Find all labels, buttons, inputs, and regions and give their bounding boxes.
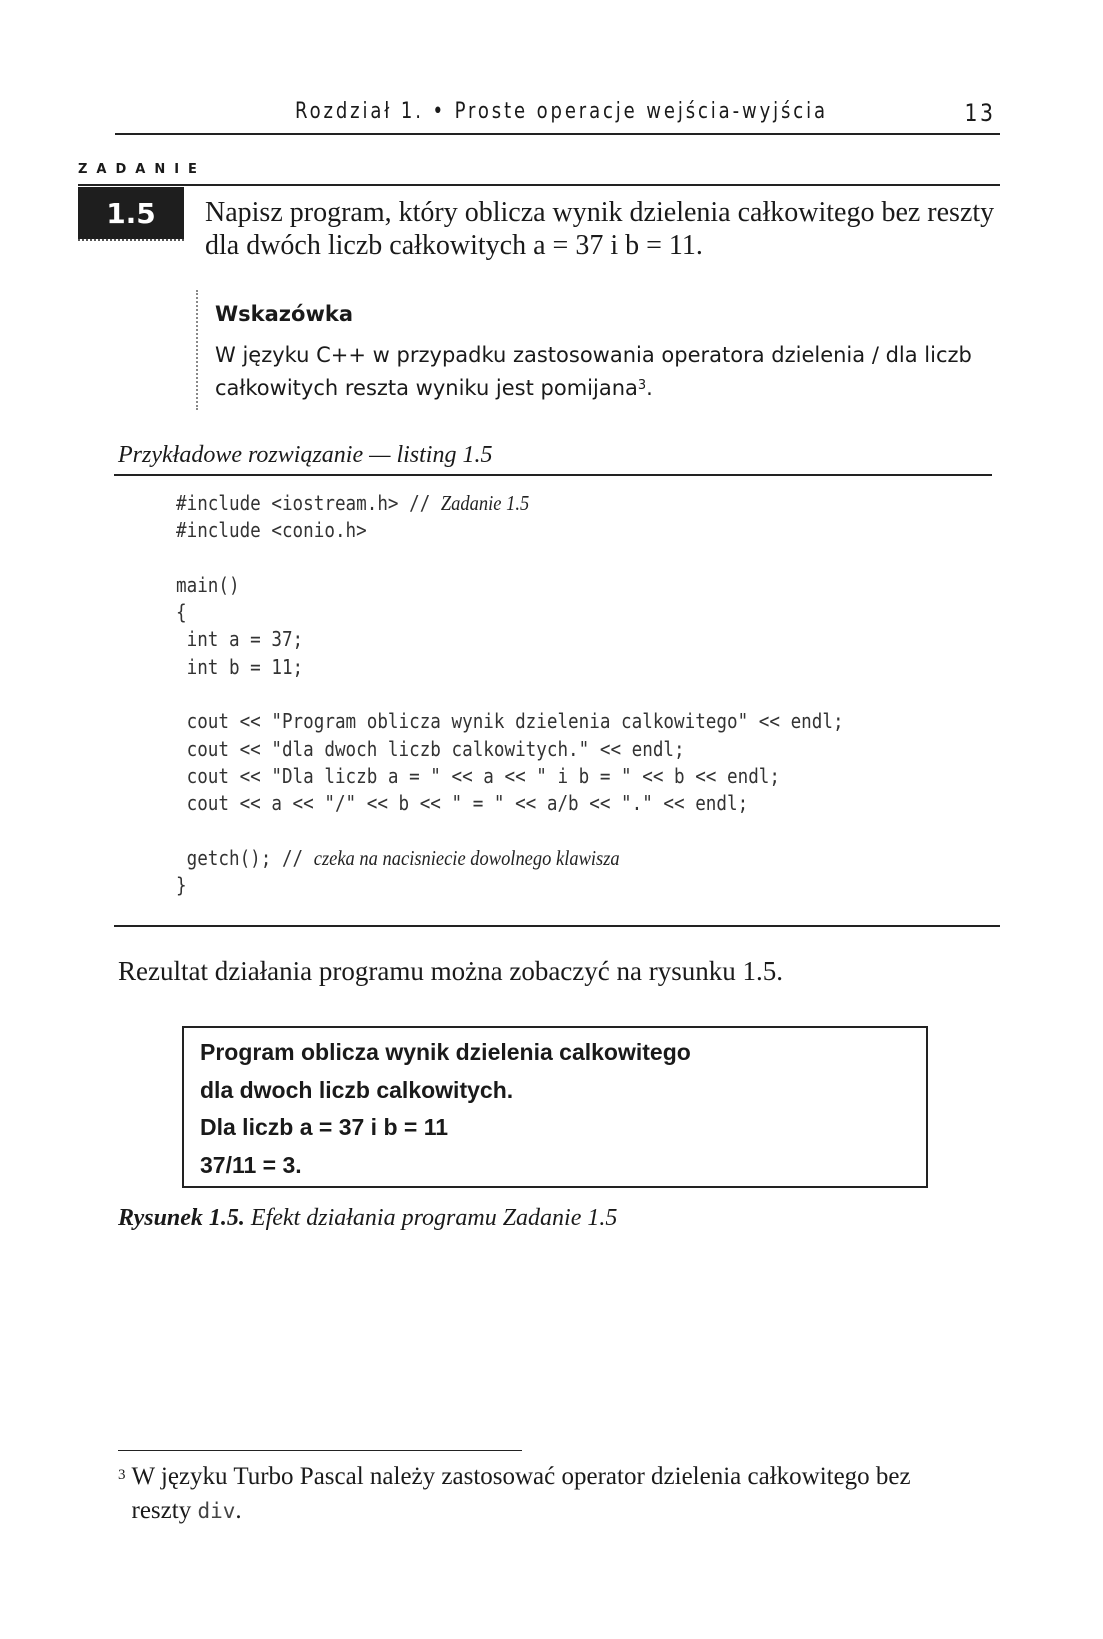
code-line [176,708,844,735]
code-comment: czeka na nacisniecie dowolnego klawisza [313,845,620,870]
code-line [176,545,844,572]
code-text: main() [176,572,240,597]
task-rule [78,184,1000,186]
code-text: getch(); // [176,845,314,870]
footnote-end: . [235,1497,242,1524]
figure-caption-text: Efekt działania programu Zadanie 1.5 [244,1205,618,1231]
task-number-underline [78,239,184,243]
task-text: Napisz program, który oblicza wynik dzielenia całkowitego bez reszty dla dwóch liczb całkowitych a = 37 i b = 11. [205,197,995,261]
figure-output-line: dla dwoch liczb calkowitych. [200,1076,514,1103]
code-line [176,818,844,845]
code-line [176,599,844,626]
code-line [176,517,844,544]
code-line [176,626,844,653]
hint-sidebar [196,290,198,410]
body-paragraph: Rezultat działania programu można zobaczyć na rysunku 1.5. [118,956,783,986]
hint-body: W języku C++ w przypadku zastosowania operatora dzielenia / dla liczb całkowitych reszta wyniku jest pomijana [215,343,972,400]
code-line [176,845,844,872]
code-line [176,763,844,790]
hint-title: Wskazówka [215,302,353,326]
code-line [176,736,844,763]
running-header [115,95,1000,135]
code-comment: Zadanie 1.5 [440,491,530,515]
code-line [176,681,844,708]
code-line [176,490,844,517]
hint-end: . [646,376,653,400]
footnote-text: W języku Turbo Pascal należy zastosować operator dzielenia całkowitego bez reszty [131,1463,911,1524]
footnote-text-wrap [132,1460,972,1528]
figure-caption [118,1205,617,1232]
code-listing [176,490,935,899]
page-number: 13 [964,99,996,127]
task-label: ZADANIE [78,162,206,177]
code-text: #include <conio.h> [176,518,367,543]
code-text: cout << "Program oblicza wynik dzielenia calkowitego" << endl; [176,709,844,734]
header-rule [115,133,1000,135]
footnote [118,1460,998,1528]
footnote-mark: 3 [118,1467,126,1483]
code-text: { [176,600,187,625]
code-text: } [176,873,187,898]
figure-output-box [182,1026,928,1188]
figure-output-line: 37/11 = 3. [200,1151,302,1178]
footnote-reference[interactable]: 3 [637,378,647,393]
figure-output-line: Program oblicza wynik dzielenia calkowitego [200,1039,691,1065]
listing-caption: Przykładowe rozwiązanie — listing 1.5 [118,442,493,468]
code-text: cout << "dla dwoch liczb calkowitych." << endl; [176,736,685,761]
code-line [176,790,844,817]
code-text: int a = 37; [176,627,304,652]
footnote-rule [118,1450,522,1451]
code-line [176,872,844,899]
hint-text [215,339,1005,405]
code-line [176,654,844,681]
figure-caption-label: Rysunek 1.5. [118,1205,245,1231]
code-line [176,572,844,599]
chapter-title: Rozdział 1. • Proste operacje wejścia-wyjścia [295,99,828,124]
listing-rule-bottom [114,925,1000,927]
task-number-badge [78,187,184,239]
task-number: 1.5 [106,196,156,230]
listing-rule-top [114,474,992,476]
code-text: #include <iostream.h> // [176,491,441,515]
code-text: int b = 11; [176,654,304,679]
footnote-code: div [197,1499,236,1523]
figure-output-line: Dla liczb a = 37 i b = 11 [200,1114,449,1140]
code-text: cout << a << "/" << b << " = " << a/b << "." << endl; [176,791,749,816]
code-text: cout << "Dla liczb a = " << a << " i b = " << b << endl; [176,763,780,788]
